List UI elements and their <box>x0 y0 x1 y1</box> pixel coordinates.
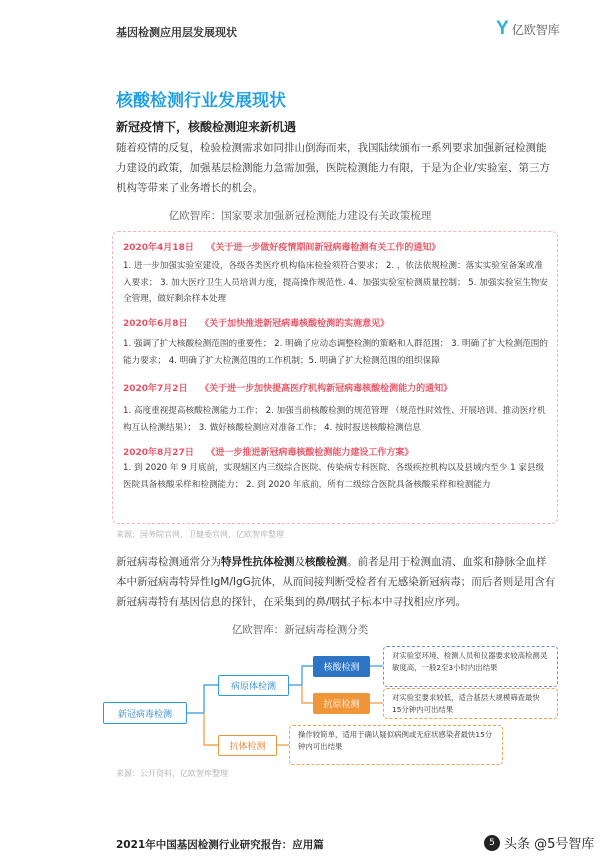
text-run: 新冠病毒检测通常分为 <box>116 556 221 568</box>
section-title: 核酸检测行业发展现状 <box>116 91 286 111</box>
bold-term: 核酸检测 <box>305 556 347 568</box>
antigen-node: 抗原检测 <box>313 693 370 714</box>
text-run: 。前者是用于检测血清、血浆和静脉全血样本中新冠病毒特异性IgM/IgG抗体，从而间接判断受检者有无感染新冠病毒；而后者则是用含有新冠病毒特有基因信息的探针，在采集到的鼻/咽拭子标本中寻找相应序列。 <box>116 556 556 608</box>
policy-body: 1. 强调了扩大核酸检测范围的重要性； 2. 明确了应动态调整检测的策略和人群范围； 3. 明确了扩大检测范围的能力要求； 4. 明确了扩大检测范围的工作机制；5. 明确了扩大检测范围的组织保障 <box>123 339 548 366</box>
policy-doc: 《关于进一步加快提高医疗机构新冠病毒核酸检测能力的通知》 <box>200 384 453 394</box>
policy-caption: 亿欧智库：国家要求加强新冠检测能力建设有关政策梳理 <box>168 210 432 222</box>
watermark-icon: 5 <box>484 835 500 851</box>
logo-mark-icon: Y <box>496 18 509 39</box>
nucleic-desc: 对实验室环境、检测人员和仪器要求较高检测灵敏度高，一般2至3小时内出结果 <box>383 646 558 687</box>
connector-line <box>289 666 313 685</box>
policy-doc: 《关于加快推进新冠病毒核酸检测的实施意见》 <box>200 319 390 329</box>
antibody-node: 抗体检测 <box>218 735 277 756</box>
watermark-text: 头条 @5号智库 <box>504 837 595 852</box>
policy-date: 2020年4月18日 <box>123 243 194 253</box>
policy-doc: 《进一步推进新冠病毒核酸检测能力建设工作方案》 <box>206 448 414 458</box>
connector-line <box>187 685 218 713</box>
antibody-desc: 操作较简单，适用于确认疑似病例或无症状感染者最快15分钟内可出结果 <box>289 725 503 765</box>
root-node: 新冠病毒检测 <box>103 702 187 724</box>
connector-line <box>302 685 313 703</box>
subtitle: 新冠疫情下，核酸检测迎来新机遇 <box>116 120 297 134</box>
header-title: 基因检测应用层发展现状 <box>116 26 237 39</box>
source-note: 来源：国务院官网、卫健委官网，亿欧智库整理 <box>116 530 284 539</box>
source-note: 来源：公开资料，亿欧智库整理 <box>116 769 228 778</box>
policy-date: 2020年6月8日 <box>123 319 188 329</box>
watermark <box>484 833 594 852</box>
policy-date: 2020年8月27日 <box>123 448 194 458</box>
logo-text: 亿欧智库 <box>511 22 560 37</box>
intro-paragraph: 随着疫情的反复，检验检测需求如同排山倒海而来，我国陆续颁布一系列要求加强新冠检测能力建设的政策，加强基层检测能力急需加强，医院检测能力有限，于是为企业/实验室、第三方机构等带来了业务增长的机会。 <box>116 142 551 194</box>
policy-date: 2020年7月2日 <box>123 384 188 394</box>
antigen-desc: 对实验室要求较低，适合基层大规模筛查最快15分钟内可出结果 <box>383 688 558 719</box>
text-run: 及 <box>294 556 305 568</box>
bold-term: 特异性抗体检测 <box>221 556 295 568</box>
policy-body: 1. 高度重视提高核酸检测能力工作； 2. 加强当前核酸检测的规范管理 （规范性时效性、开展培训、推动医疗机构互认检测结果）； 3. 做好核酸检测应对准备工作； 4. 按时报送核酸检测信息 <box>123 406 546 433</box>
policy-doc: 《关于进一步做好疫情期间新冠病毒检测有关工作的通知》 <box>206 243 441 253</box>
nucleic-node: 核酸检测 <box>313 656 370 677</box>
diagram-caption: 亿欧智库：新冠病毒检测分类 <box>231 624 369 636</box>
policy-body: 1. 到 2020 年 9 月底前，实现辖区内三级综合医院、传染病专科医院、各级疾控机构以及县域内至少 1 家县级医院具备核酸采样和检测能力； 2. 到 2020 年底前，所有二级综合医院具备核酸采样和检测能力 <box>123 463 545 490</box>
report-footer: 2021年中国基因检测行业研究报告：应用篇 <box>116 839 324 851</box>
pathogen-node: 病原体检测 <box>218 675 289 696</box>
policy-body: 1. 进一步加强实验室建设，各级各类医疗机构临床检验须符合要求； 2. ，依法依规检测：落实实验室备案或准入要求； 3. 加大医疗卫生人员培训力度，提高操作规范性. 4、加强实验室检测质量控制； 5. 加强实验室生物安全管理，做好剩余样本处理 <box>123 261 548 304</box>
connector-line <box>204 713 218 745</box>
